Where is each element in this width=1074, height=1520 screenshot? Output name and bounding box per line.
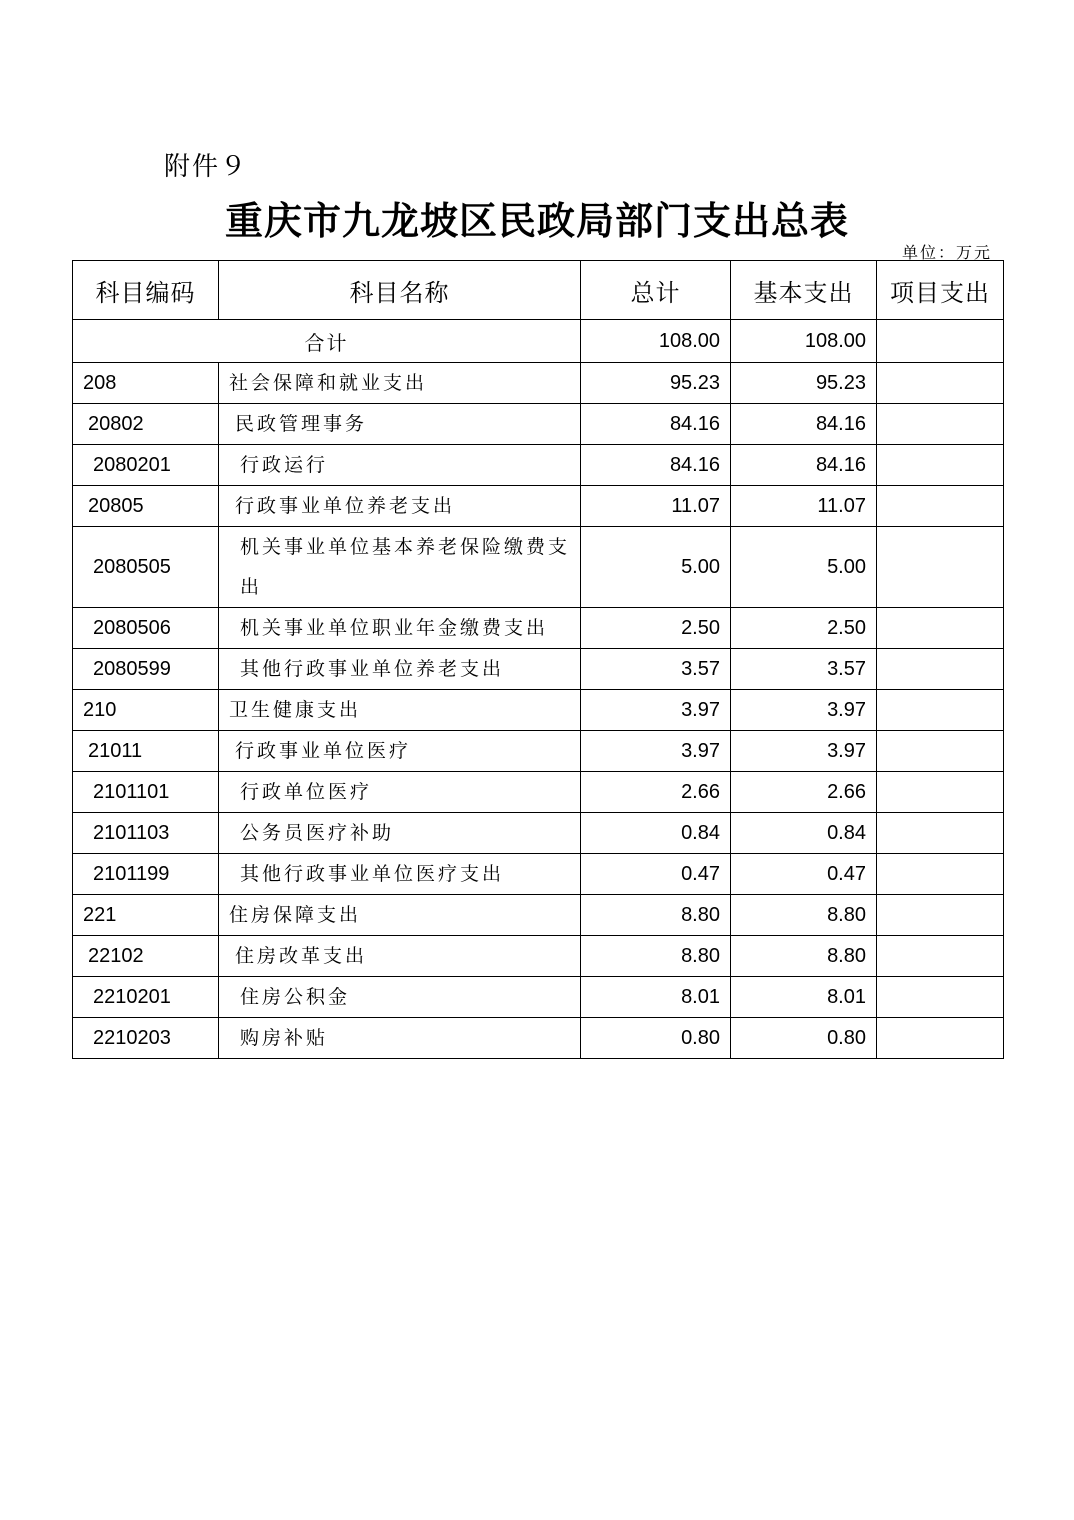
table-row bbox=[73, 1018, 1004, 1059]
row-code: 2210203 bbox=[73, 1018, 219, 1059]
row-name: 卫生健康支出 bbox=[219, 690, 581, 731]
row-name: 其他行政事业单位养老支出 bbox=[219, 649, 581, 690]
row-code: 2080201 bbox=[73, 445, 219, 486]
row-project bbox=[877, 1018, 1004, 1059]
row-name: 购房补贴 bbox=[219, 1018, 581, 1059]
total-project bbox=[877, 320, 1004, 363]
table-row bbox=[73, 772, 1004, 813]
row-basic: 84.16 bbox=[731, 445, 877, 486]
row-basic: 8.80 bbox=[731, 936, 877, 977]
row-project bbox=[877, 486, 1004, 527]
row-basic: 0.84 bbox=[731, 813, 877, 854]
row-code: 21011 bbox=[73, 731, 219, 772]
row-total: 8.01 bbox=[581, 977, 731, 1018]
header-basic: 基本支出 bbox=[731, 261, 877, 320]
row-project bbox=[877, 895, 1004, 936]
table-row bbox=[73, 936, 1004, 977]
row-code: 2101199 bbox=[73, 854, 219, 895]
row-code: 210 bbox=[73, 690, 219, 731]
row-name: 社会保障和就业支出 bbox=[219, 363, 581, 404]
expenditure-table bbox=[72, 260, 1004, 1059]
table-row bbox=[73, 649, 1004, 690]
row-total: 84.16 bbox=[581, 445, 731, 486]
unit-label: 单位：万元 bbox=[901, 243, 992, 262]
row-name: 行政单位医疗 bbox=[219, 772, 581, 813]
row-total: 8.80 bbox=[581, 936, 731, 977]
row-project bbox=[877, 404, 1004, 445]
row-basic: 3.97 bbox=[731, 690, 877, 731]
row-total: 3.97 bbox=[581, 690, 731, 731]
row-basic: 0.80 bbox=[731, 1018, 877, 1059]
row-total: 11.07 bbox=[581, 486, 731, 527]
header-code: 科目编码 bbox=[73, 261, 219, 320]
row-project bbox=[877, 854, 1004, 895]
row-total: 3.97 bbox=[581, 731, 731, 772]
header-name: 科目名称 bbox=[219, 261, 581, 320]
row-basic: 5.00 bbox=[731, 527, 877, 608]
row-name: 行政运行 bbox=[219, 445, 581, 486]
row-basic: 0.47 bbox=[731, 854, 877, 895]
row-code: 2101101 bbox=[73, 772, 219, 813]
total-label: 合计 bbox=[73, 320, 581, 363]
total-total: 108.00 bbox=[581, 320, 731, 363]
row-basic: 3.97 bbox=[731, 731, 877, 772]
row-code: 2210201 bbox=[73, 977, 219, 1018]
row-project bbox=[877, 936, 1004, 977]
row-code: 208 bbox=[73, 363, 219, 404]
row-total: 0.47 bbox=[581, 854, 731, 895]
row-project bbox=[877, 363, 1004, 404]
header-total: 总计 bbox=[581, 261, 731, 320]
row-project bbox=[877, 690, 1004, 731]
row-code: 2080505 bbox=[73, 527, 219, 608]
header-project: 项目支出 bbox=[877, 261, 1004, 320]
row-code: 2080506 bbox=[73, 608, 219, 649]
table-row bbox=[73, 854, 1004, 895]
table-row bbox=[73, 445, 1004, 486]
row-project bbox=[877, 977, 1004, 1018]
row-basic: 84.16 bbox=[731, 404, 877, 445]
row-name: 公务员医疗补助 bbox=[219, 813, 581, 854]
row-code: 2080599 bbox=[73, 649, 219, 690]
row-name: 住房改革支出 bbox=[219, 936, 581, 977]
row-code: 20802 bbox=[73, 404, 219, 445]
row-name: 民政管理事务 bbox=[219, 404, 581, 445]
row-project bbox=[877, 772, 1004, 813]
row-name: 行政事业单位医疗 bbox=[219, 731, 581, 772]
row-project bbox=[877, 649, 1004, 690]
table-row bbox=[73, 486, 1004, 527]
attachment-label: 附件９ bbox=[164, 152, 249, 182]
table-row bbox=[73, 977, 1004, 1018]
row-code: 22102 bbox=[73, 936, 219, 977]
row-project bbox=[877, 445, 1004, 486]
row-code: 221 bbox=[73, 895, 219, 936]
row-basic: 8.80 bbox=[731, 895, 877, 936]
row-basic: 8.01 bbox=[731, 977, 877, 1018]
row-name: 其他行政事业单位医疗支出 bbox=[219, 854, 581, 895]
table-row bbox=[73, 813, 1004, 854]
row-total: 5.00 bbox=[581, 527, 731, 608]
row-basic: 11.07 bbox=[731, 486, 877, 527]
row-basic: 2.66 bbox=[731, 772, 877, 813]
row-total: 2.50 bbox=[581, 608, 731, 649]
table-row bbox=[73, 404, 1004, 445]
row-total: 95.23 bbox=[581, 363, 731, 404]
table-row bbox=[73, 363, 1004, 404]
row-basic: 95.23 bbox=[731, 363, 877, 404]
row-basic: 2.50 bbox=[731, 608, 877, 649]
row-name: 机关事业单位基本养老保险缴费支出 bbox=[219, 527, 581, 608]
table-row bbox=[73, 527, 1004, 608]
table-row bbox=[73, 731, 1004, 772]
row-project bbox=[877, 813, 1004, 854]
table-row bbox=[73, 690, 1004, 731]
row-project bbox=[877, 527, 1004, 608]
row-project bbox=[877, 608, 1004, 649]
row-code: 2101103 bbox=[73, 813, 219, 854]
row-name: 住房保障支出 bbox=[219, 895, 581, 936]
row-name: 机关事业单位职业年金缴费支出 bbox=[219, 608, 581, 649]
row-project bbox=[877, 731, 1004, 772]
row-total: 84.16 bbox=[581, 404, 731, 445]
row-total: 3.57 bbox=[581, 649, 731, 690]
table-row bbox=[73, 895, 1004, 936]
row-name: 行政事业单位养老支出 bbox=[219, 486, 581, 527]
header-row bbox=[73, 261, 1004, 320]
total-row bbox=[73, 320, 1004, 363]
row-code: 20805 bbox=[73, 486, 219, 527]
row-total: 0.80 bbox=[581, 1018, 731, 1059]
row-total: 0.84 bbox=[581, 813, 731, 854]
table-row bbox=[73, 608, 1004, 649]
row-basic: 3.57 bbox=[731, 649, 877, 690]
document-title: 重庆市九龙坡区民政局部门支出总表 bbox=[224, 198, 849, 243]
total-basic: 108.00 bbox=[731, 320, 877, 363]
row-total: 2.66 bbox=[581, 772, 731, 813]
row-name: 住房公积金 bbox=[219, 977, 581, 1018]
row-total: 8.80 bbox=[581, 895, 731, 936]
